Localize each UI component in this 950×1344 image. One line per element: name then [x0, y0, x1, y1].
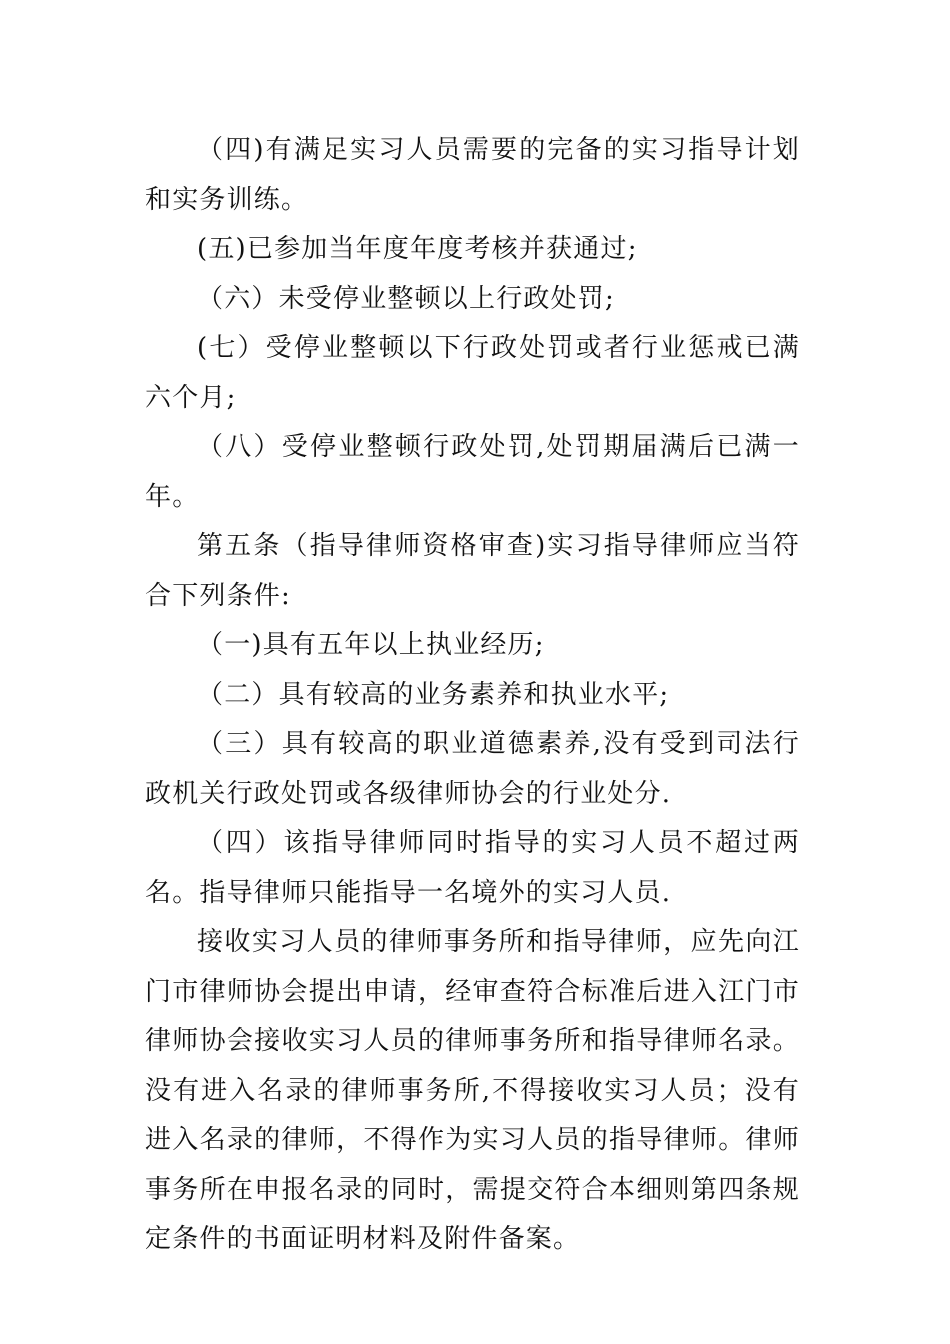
paragraph-condition-2-competence: （二）具有较高的业务素养和执业水平;	[197, 679, 670, 710]
paragraph-item-8-one-year: （八）受停业整顿行政处罚,处罚期届满后已满一年。	[145, 432, 800, 512]
paragraph-item-5-annual-review: (五)已参加当年度年度考核并获通过;	[197, 234, 638, 264]
paragraph-condition-1-experience: （一)具有五年以上执业经历;	[197, 630, 545, 660]
paragraph-article-5-heading: 第五条（指导律师资格审查)实习指导律师应当符合下列条件:	[145, 531, 800, 611]
paragraph-condition-3-ethics: （三）具有较高的职业道德素养,没有受到司法行政机关行政处罚或各级律师协会的行业处分.	[145, 729, 800, 809]
paragraph-item-4-training-plan: （四)有满足实习人员需要的完备的实习指导计划和实务训练。	[145, 135, 800, 215]
paragraph-item-6-no-suspension: （六）未受停业整顿以上行政处罚;	[197, 283, 615, 314]
paragraph-condition-4-limit: （四）该指导律师同时指导的实习人员不超过两名。指导律师只能指导一名境外的实习人员.	[145, 828, 800, 908]
paragraph-item-7-six-months: (七）受停业整顿以下行政处罚或者行业惩戒已满六个月;	[145, 333, 800, 413]
document-body	[145, 126, 800, 1265]
paragraph-registration-requirement: 接收实习人员的律师事务所和指导律师，应先向江门市律师协会提出申请，经审查符合标准后进入江门市律师协会接收实习人员的律师事务所和指导律师名录。没有进入名录的律师事务所,不得接收实习人员；没有进入名录的律师，不得作为实习人员的指导律师。律师事务所在申报名录的同时，需提交符合本细则第四条规定条件的书面证明材料及附件备案。	[145, 927, 800, 1254]
